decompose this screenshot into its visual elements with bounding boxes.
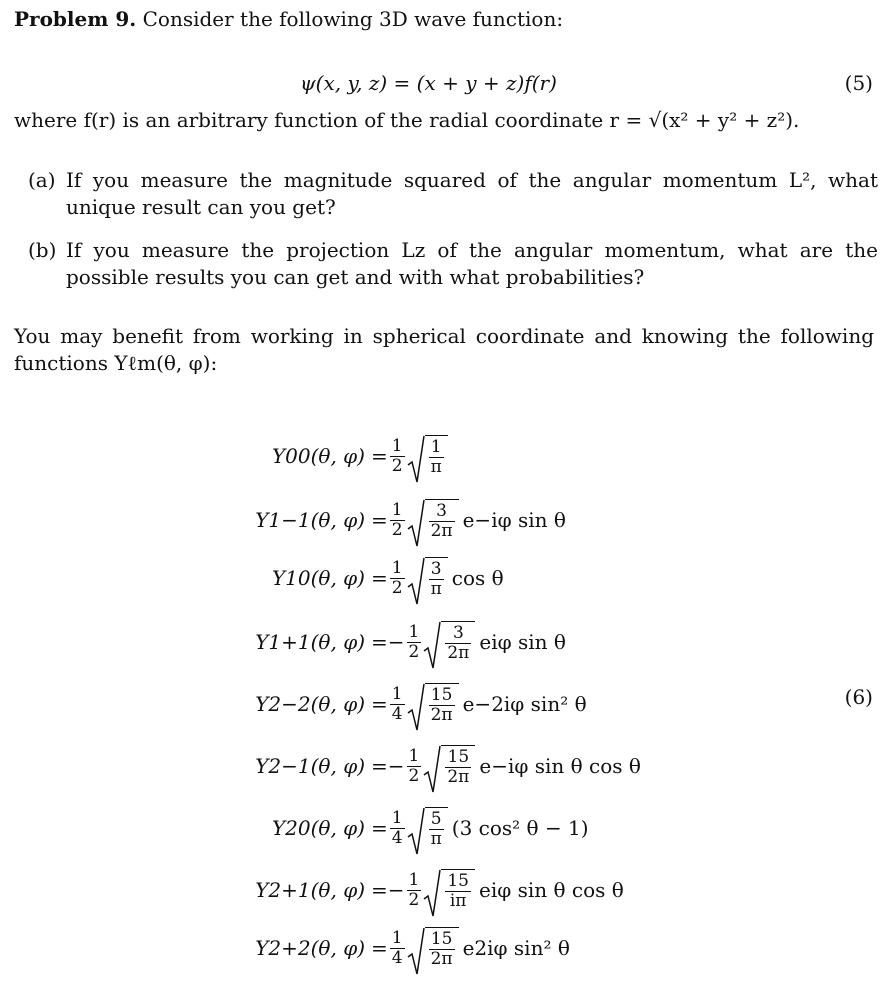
harmonic-tail: eiφ sin θ: [479, 630, 566, 654]
harmonic-row: [0, 862, 895, 918]
harmonic-row: [0, 550, 895, 606]
equation-5-text: ψ(x, y, z) = (x + y + z)f(r): [300, 71, 557, 95]
harmonic-row: [0, 800, 895, 856]
part-a: [28, 167, 878, 221]
harmonic-radical: $\frac{15}{i\pi}$: [423, 869, 475, 911]
harmonic-row: [0, 492, 895, 548]
equals-sign: =: [371, 508, 388, 532]
harmonic-tail: e−2iφ sin² θ: [462, 692, 587, 716]
harmonic-row: [0, 920, 895, 976]
harmonic-tail: e−iφ sin θ cos θ: [479, 754, 641, 778]
harmonic-coefficient: $\frac{1}{4}$: [391, 927, 403, 968]
problem-intro: Consider the following 3D wave function:: [142, 7, 564, 31]
equation-5: [300, 70, 557, 96]
harmonic-sign: −: [387, 630, 405, 654]
harmonic-lhs: Y2−1(θ, φ): [255, 754, 365, 778]
harmonic-radical: $\frac{3}{2\pi}$: [407, 499, 459, 541]
harmonic-coefficient: $\frac{1}{2}$: [391, 557, 403, 598]
harmonic-coefficient: $\frac{1}{4}$: [391, 683, 403, 724]
harmonic-radical: $\frac{15}{2\pi}$: [423, 745, 475, 787]
harmonic-coefficient: $\frac{1}{2}$: [408, 869, 420, 910]
part-a-label: (a): [28, 168, 56, 192]
harmonic-lhs: Y1+1(θ, φ): [255, 630, 365, 654]
harmonic-lhs: Y2+1(θ, φ): [255, 878, 365, 902]
equation-5-tag: (5): [844, 71, 873, 95]
equals-sign: =: [371, 878, 388, 902]
harmonic-tail: e2iφ sin² θ: [462, 936, 570, 960]
equals-sign: =: [371, 816, 388, 840]
harmonic-coefficient: $\frac{1}{4}$: [391, 807, 403, 848]
harmonic-lhs: Y2−2(θ, φ): [255, 692, 365, 716]
part-a-text: If you measure the magnitude squared of the angular momentum L², what unique result can you get?: [66, 168, 878, 219]
problem-heading: [14, 6, 563, 32]
harmonic-tail: (3 cos² θ − 1): [451, 816, 589, 840]
harmonic-radical: $\frac{3}{2\pi}$: [423, 621, 475, 663]
harmonic-tail: cos θ: [451, 566, 504, 590]
equals-sign: =: [371, 566, 388, 590]
where-line: where f(r) is an arbitrary function of the radial coordinate r = √(x² + y² + z²).: [14, 108, 800, 132]
harmonic-tail: e−iφ sin θ: [462, 508, 566, 532]
part-b-text: If you measure the projection Lz of the angular momentum, what are the possible results you can get and with what probabilities?: [66, 238, 878, 289]
harmonic-row: [0, 676, 895, 732]
part-b-label: (b): [28, 238, 57, 262]
harmonic-coefficient: $\frac{1}{2}$: [408, 745, 420, 786]
harmonic-lhs: Y2+2(θ, φ): [255, 936, 365, 960]
harmonic-radical: $\frac{5}{\pi}$: [407, 807, 448, 849]
harmonic-sign: −: [387, 878, 405, 902]
problem-title: Problem 9.: [14, 7, 137, 31]
part-b: [28, 237, 878, 291]
harmonic-radical: $\frac{15}{2\pi}$: [407, 927, 459, 969]
harmonic-lhs: Y00(θ, φ): [271, 444, 365, 468]
equals-sign: =: [371, 936, 388, 960]
harmonic-row: [0, 738, 895, 794]
equation-6-tag: (6): [844, 685, 873, 709]
harmonic-lhs: Y20(θ, φ): [271, 816, 365, 840]
harmonic-row: [0, 428, 895, 484]
equals-sign: =: [371, 630, 388, 654]
harmonic-row: [0, 614, 895, 670]
harmonic-lhs: Y1−1(θ, φ): [255, 508, 365, 532]
hint-paragraph: You may benefit from working in spherical coordinate and knowing the following functions Yℓm(θ, φ):: [14, 324, 874, 375]
equals-sign: =: [371, 754, 388, 778]
harmonic-lhs: Y10(θ, φ): [271, 566, 365, 590]
harmonic-radical: $\frac{15}{2\pi}$: [407, 683, 459, 725]
harmonic-coefficient: $\frac{1}{2}$: [391, 499, 403, 540]
harmonic-coefficient: $\frac{1}{2}$: [408, 621, 420, 662]
harmonic-radical: $\frac{1}{\pi}$: [407, 435, 448, 477]
equals-sign: =: [371, 692, 388, 716]
equals-sign: =: [371, 444, 388, 468]
harmonic-radical: $\frac{3}{\pi}$: [407, 557, 448, 599]
harmonic-sign: −: [387, 754, 405, 778]
harmonic-tail: eiφ sin θ cos θ: [479, 878, 624, 902]
harmonic-coefficient: $\frac{1}{2}$: [391, 435, 403, 476]
